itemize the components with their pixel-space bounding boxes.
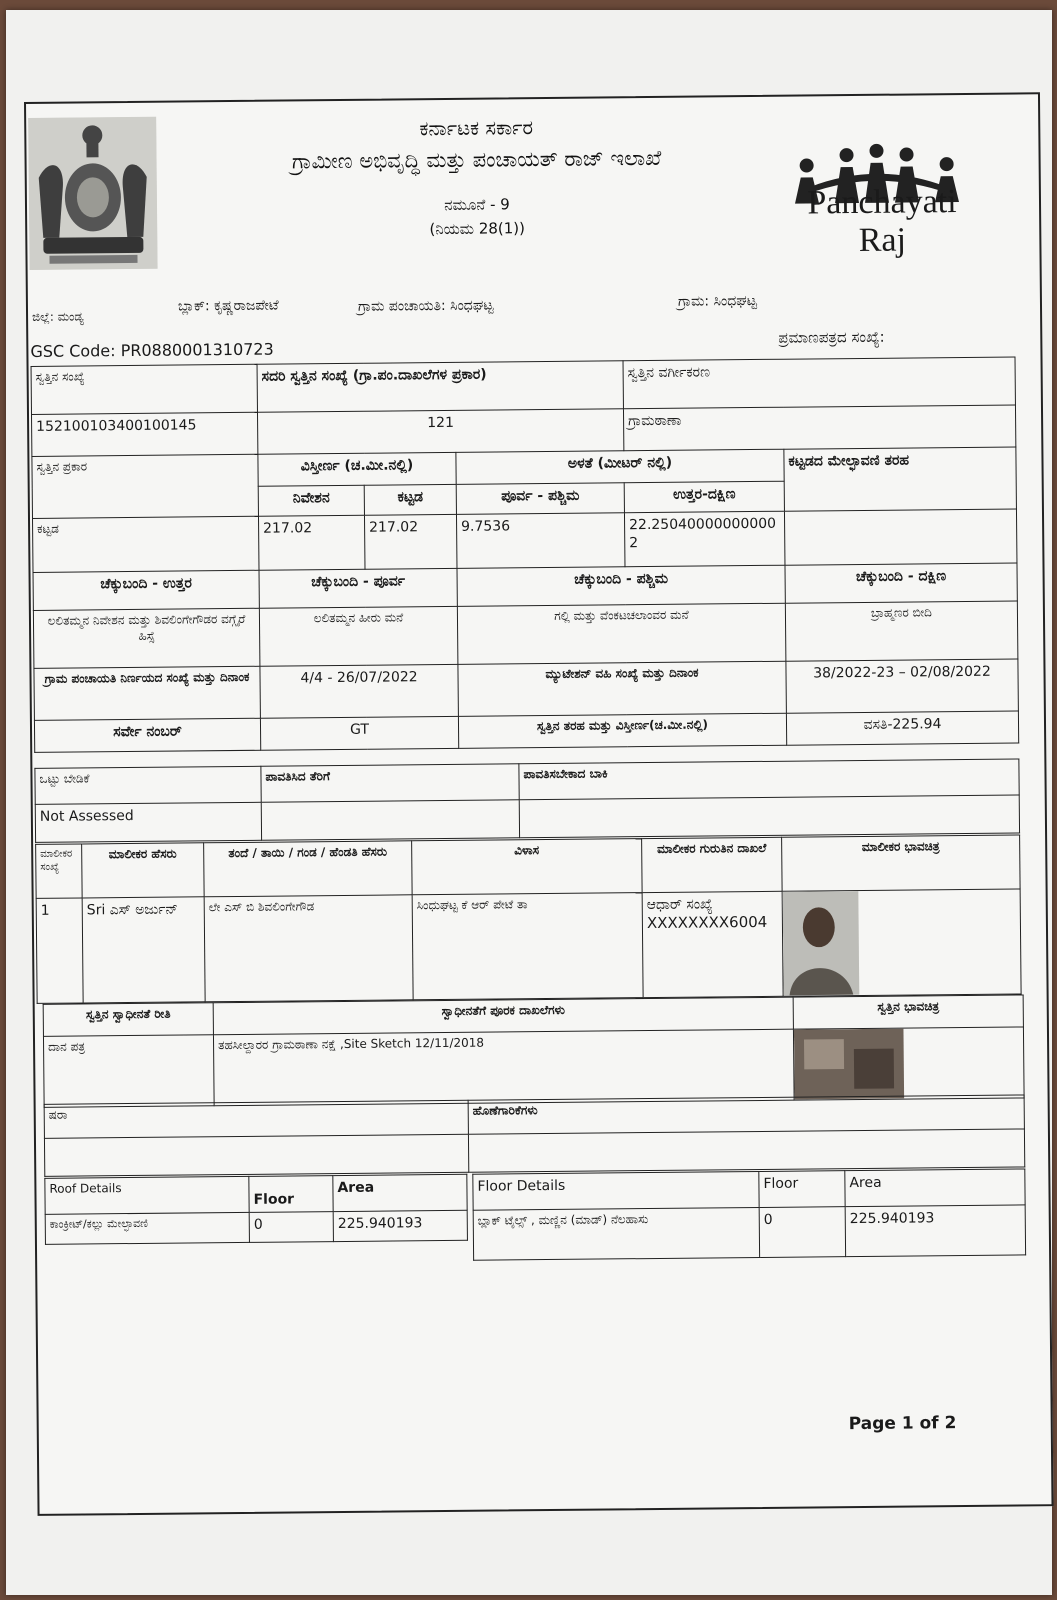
survey-number: GT xyxy=(260,716,458,750)
address-header: ವಿಳಾಸ xyxy=(412,839,643,895)
id-proof-number: XXXXXXXX6004 xyxy=(646,913,768,933)
floor-floor: 0 xyxy=(759,1207,845,1258)
id-proof-header: ಮಾಲೀಕರ ಗುರುತಿನ ದಾಖಲೆ xyxy=(642,837,783,892)
building-area: 217.02 xyxy=(364,514,457,569)
roof-floor-header: Floor xyxy=(249,1176,333,1213)
owner-photo-icon xyxy=(783,889,1021,995)
east-west-header: ಪೂರ್ವ - ಪಶ್ಚಿಮ xyxy=(456,483,624,515)
paper-sheet xyxy=(6,10,1052,1595)
survey-number-header: ಸರ್ವೇ ನಂಬರ್ xyxy=(34,718,260,752)
building-header: ಕಟ್ಟಡ xyxy=(364,484,456,515)
mutation-header: ಮ್ಯುಟೇಶನ್ ವಹಿ ಸಂಖ್ಯೆ ಮತ್ತು ದಿನಾಂಕ xyxy=(458,661,786,716)
floor-details-table xyxy=(472,1168,1026,1260)
property-photo-header: ಸ್ವತ್ತಿನ ಭಾವಚಿತ್ರ xyxy=(793,995,1023,1029)
form-number: ನಮೂನೆ - 9 xyxy=(444,195,510,214)
roof-details-header: Roof Details xyxy=(45,1176,249,1214)
site-header: ನಿವೇಶನ xyxy=(258,485,364,516)
page-number: Page 1 of 2 xyxy=(848,1413,957,1435)
panchayati-raj-text: Panchayati Raj xyxy=(807,183,957,259)
roof-type xyxy=(784,509,1017,565)
gp-resolution-header: ಗ್ರಾಮ ಪಂಚಾಯತಿ ನಿರ್ಣಯದ ಸಂಖ್ಯೆ ಮತ್ತು ದಿನಾಂಕ xyxy=(34,666,260,720)
relative-name-header: ತಂದೆ / ತಾಯಿ / ಗಂಡ / ಹೆಂಡತಿ ಹೆಸರು xyxy=(204,841,413,897)
site-area: 217.02 xyxy=(258,515,365,570)
ownership-table xyxy=(43,994,1025,1107)
property-nature-header: ಸ್ವತ್ತಿನ ತರಹ ಮತ್ತು ವಿಸ್ತೀರ್ಣ(ಚ.ಮೀ.ನಲ್ಲಿ) xyxy=(458,713,786,748)
area-header: ವಿಸ್ತೀರ್ಣ (ಚ.ಮೀ.ನಲ್ಲಿ) xyxy=(258,452,456,486)
floor-details-header: Floor Details xyxy=(473,1171,759,1210)
north-south-length: 22.250400000000002 xyxy=(624,511,785,567)
tax-table xyxy=(34,758,1020,842)
boundary-north-header: ಚೆಕ್ಕುಬಂದಿ - ಉತ್ತರ xyxy=(33,570,259,610)
boundary-west: ಗಲ್ಲಿ ಮತ್ತು ವೆಂಕಟಚಲಾಂವರ ಮನೆ xyxy=(457,603,786,664)
remarks xyxy=(44,1134,468,1176)
boundary-east: ಲಲಿತಮ್ಮನ ಹೀರು ಮನೆ xyxy=(259,606,458,666)
liabilities-header: ಹೊಣೆಗಾರಿಕೆಗಳು xyxy=(468,1095,1024,1134)
remarks-table xyxy=(44,1094,1026,1176)
roof-type-value: ಕಾಂಕ್ರೀಟ್/ಕಲ್ಲು ಮೇಲ್ಛಾವಣಿ xyxy=(45,1212,249,1244)
roof-floor: 0 xyxy=(249,1212,333,1243)
ownership-method-header: ಸ್ವತ್ತಿನ ಸ್ವಾಧೀನತೆ ರೀತಿ xyxy=(43,1003,213,1037)
roof-type-header: ಕಟ್ಟಡದ ಮೇಲ್ಛಾವಣಿ ತರಹ xyxy=(784,447,1017,511)
floor-floor-header: Floor xyxy=(759,1171,845,1208)
property-class: ಗ್ರಾಮಠಾಣಾ xyxy=(623,405,1015,451)
sadari-number: 121 xyxy=(257,409,623,455)
district: ಜಿಲ್ಲೆ: ಮಂಡ್ಯ xyxy=(31,309,84,324)
property-certificate xyxy=(24,92,1054,1516)
due-balance xyxy=(519,795,1019,838)
total-demand-header: ಒಟ್ಟು ಬೇಡಿಕೆ xyxy=(35,766,261,804)
gp-resolution: 4/4 - 26/07/2022 xyxy=(260,664,458,718)
mutation-register: 38/2022-23 – 02/08/2022 xyxy=(786,659,1019,713)
floor-area-header: Area xyxy=(845,1169,1025,1207)
floor-area: 225.940193 xyxy=(845,1205,1025,1257)
floor-type-value: ಬ್ಲಾಕ್ ಟೈಲ್ಸ್ , ಮಣ್ಣಿನ (ಮಾಡ್) ನೆಲಹಾಸು xyxy=(473,1207,759,1260)
due-balance-header: ಪಾವತಿಸಬೇಕಾದ ಬಾಕಿ xyxy=(519,759,1019,800)
property-class-header: ಸ್ವತ್ತಿನ ವರ್ಗೀಕರಣ xyxy=(623,357,1015,409)
sadari-number-header: ಸದರಿ ಸ್ವತ್ತಿನ ಸಂಖ್ಯೆ (ಗ್ರಾ.ಪಂ.ದಾಖಲೆಗಳ ಪ್ರಕಾರ) xyxy=(257,361,623,413)
relative-name: ಲೇ ಎಸ್ ಬಿ ಶಿವಲಿಂಗೇಗೌಡ xyxy=(204,895,413,1002)
karnataka-emblem-icon xyxy=(28,117,157,270)
property-photo xyxy=(793,1027,1024,1100)
ownership-method: ದಾನ ಪತ್ರ xyxy=(43,1035,214,1107)
paid-tax xyxy=(261,800,519,840)
id-proof xyxy=(642,891,783,997)
property-photo-icon xyxy=(794,1027,1024,1099)
owner-number: 1 xyxy=(36,898,83,1003)
total-demand: Not Assessed xyxy=(35,802,261,842)
boundary-east-header: ಚೆಕ್ಕುಬಂದಿ - ಪೂರ್ವ xyxy=(259,568,457,608)
govt-title: ಕರ್ನಾಟಕ ಸರ್ಕಾರ xyxy=(419,115,534,141)
owner-photo xyxy=(782,889,1021,996)
owner-name-header: ಮಾಲೀಕರ ಹೆಸರು xyxy=(82,843,205,898)
owner-name: Sri ಎಸ್ ಅರ್ಜುನ್ xyxy=(82,897,205,1003)
property-table xyxy=(31,356,1020,752)
village: ಗ್ರಾಮ: ಸಿಂಧಘಟ್ಟ xyxy=(677,292,757,310)
liabilities xyxy=(468,1129,1024,1172)
supporting-docs: ತಹಸೀಲ್ದಾರರ ಗ್ರಾಮಠಾಣಾ ನಕ್ಷೆ ,Site Sketch 12/11/2018 xyxy=(213,1029,794,1105)
owner-address: ಸಿಂಧುಘಟ್ಟ ಕೆ ಆರ್ ಪೇಟೆ ತಾ xyxy=(412,893,643,1000)
roof-area-header: Area xyxy=(333,1174,467,1211)
roof-details-table xyxy=(44,1174,468,1245)
roof-area: 225.940193 xyxy=(333,1210,467,1241)
dept-title: ಗ್ರಾಮೀಣ ಅಭಿವೃದ್ಧಿ ಮತ್ತು ಪಂಚಾಯತ್ ರಾಜ್ ಇಲಾಖೆ xyxy=(291,145,662,174)
rule-number: (ನಿಯಮ 28(1)) xyxy=(429,219,526,239)
owner-photo-header: ಮಾಲೀಕರ ಭಾವಚಿತ್ರ xyxy=(782,835,1021,891)
property-type: ಕಟ್ಟಡ xyxy=(32,516,259,572)
boundary-south: ಬ್ರಾಹ್ಮಣರ ಬೀದಿ xyxy=(785,601,1018,661)
id-proof-label: ಆಧಾರ್ ಸಂಖ್ಯೆ xyxy=(646,896,713,914)
block: ಬ್ಲಾಕ್: ಕೃಷ್ಣರಾಜಪೇಟೆ xyxy=(177,297,279,315)
supporting-docs-header: ಸ್ವಾಧೀನತೆಗೆ ಪೂರಕ ದಾಖಲೆಗಳು xyxy=(213,997,793,1035)
property-type-header: ಸ್ವತ್ತಿನ ಪ್ರಕಾರ xyxy=(32,454,259,518)
owner-table xyxy=(35,834,1021,1003)
property-id-header: ಸ್ವತ್ತಿನ ಸಂಖ್ಯೆ xyxy=(31,364,257,414)
remarks-header: ಷರಾ xyxy=(44,1100,468,1138)
boundary-north: ಲಲಿತಮ್ಮನ ನಿವೇಶನ ಮತ್ತು ಶಿವಲಿಂಗೇಗೌಡರ ವಗ್ಗೈರೆ ಹಿಸ್ಸೆ xyxy=(33,608,260,668)
boundary-south-header: ಚೆಕ್ಕುಬಂದಿ - ದಕ್ಷಿಣ xyxy=(785,563,1017,603)
certificate-number: ಪ್ರಮಾಣಪತ್ರದ ಸಂಖ್ಯೆ: xyxy=(778,327,885,347)
boundary-west-header: ಚೆಕ್ಕುಬಂದಿ - ಪಶ್ಚಿಮ xyxy=(457,565,785,606)
gram-panchayat: ಗ್ರಾಮ ಪಂಚಾಯತಿ: ಸಿಂಧಘಟ್ಟ xyxy=(357,297,494,315)
north-south-header: ಉತ್ತರ-ದಕ್ಷಿಣ xyxy=(624,481,784,513)
property-nature: ವಸತಿ-225.94 xyxy=(786,711,1018,745)
owner-number-header: ಮಾಲೀಕರ ಸಂಖ್ಯೆ xyxy=(36,844,83,898)
gsc-code: GSC Code: PR0880001310723 xyxy=(30,339,274,361)
paid-tax-header: ಪಾವತಿಸಿದ ತೆರಿಗೆ xyxy=(261,764,519,802)
measurement-header: ಅಳತೆ (ಮೀಟರ್ ನಲ್ಲಿ) xyxy=(456,449,784,484)
property-id: 152100103400100145 xyxy=(31,412,257,456)
east-west-length: 9.7536 xyxy=(456,513,625,569)
